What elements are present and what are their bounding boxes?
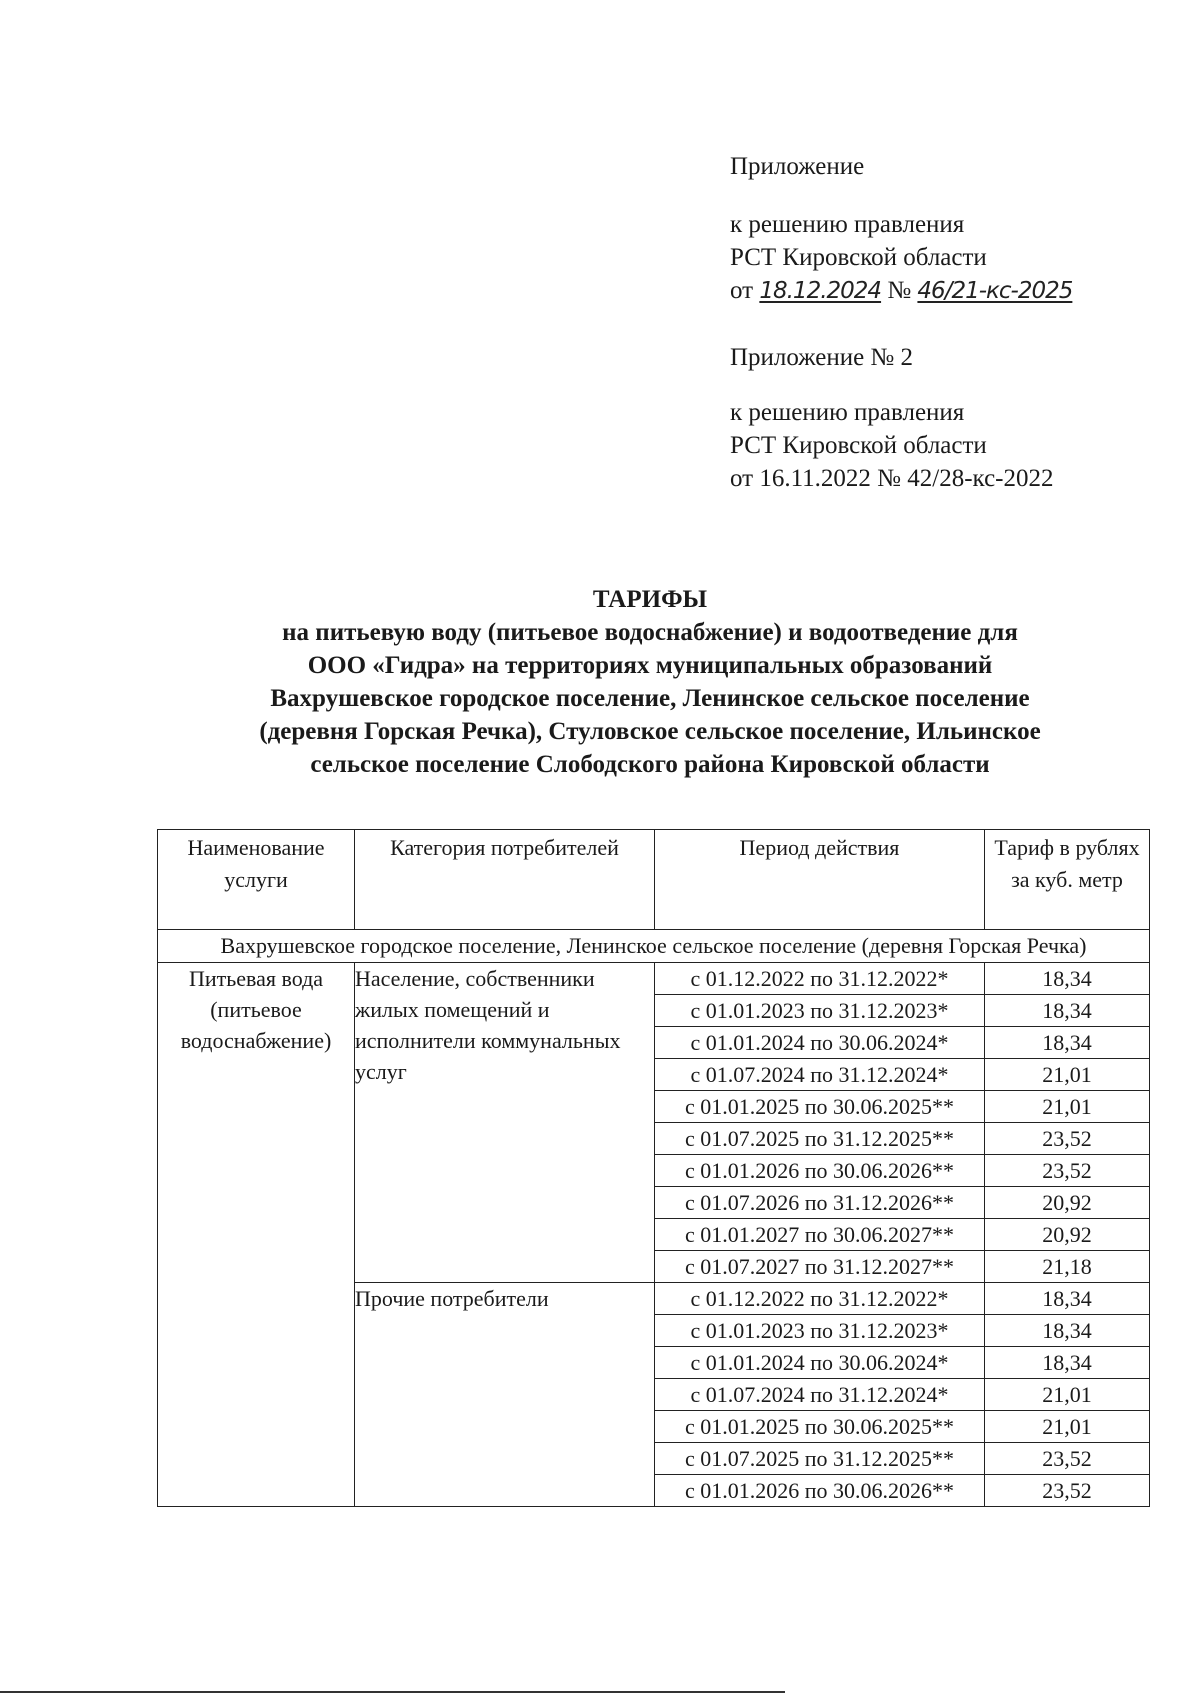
decision-date-line (730, 274, 1072, 308)
title-line: ООО «Гидра» на территориях муниципальных образований (307, 652, 993, 679)
period-cell: с 01.01.2025 по 30.06.2025** (655, 1091, 985, 1123)
tariff-cell: 23,52 (985, 1123, 1150, 1155)
tariff-cell: 23,52 (985, 1475, 1150, 1507)
consumer-category: Население, собственники жилых помещений и исполнители коммунальных услуг (355, 963, 655, 1283)
appendix-number: Приложение № 2 (730, 344, 914, 371)
tariff-cell: 18,34 (985, 963, 1150, 995)
period-cell: с 01.07.2024 по 31.12.2024* (655, 1379, 985, 1411)
period-cell: с 01.01.2024 по 30.06.2024* (655, 1027, 985, 1059)
tariff-cell: 18,34 (985, 1347, 1150, 1379)
period-cell: с 01.07.2026 по 31.12.2026** (655, 1187, 985, 1219)
appendix-label: Приложение (730, 153, 865, 180)
period-cell: с 01.01.2023 по 31.12.2023* (655, 1315, 985, 1347)
appendix-block (730, 150, 1072, 495)
section-row (158, 930, 1150, 963)
section-title: Вахрушевское городское поселение, Ленинское сельское поселение (деревня Горская Речка) (158, 930, 1150, 963)
tariff-cell: 21,01 (985, 1059, 1150, 1091)
period-cell: с 01.01.2027 по 30.06.2027** (655, 1219, 985, 1251)
tariff-cell: 21,01 (985, 1411, 1150, 1443)
authority-name: РСТ Кировской области (730, 244, 987, 271)
period-cell: с 01.01.2026 по 30.06.2026** (655, 1155, 985, 1187)
title-line: сельское поселение Слободского района Кировской области (310, 751, 990, 778)
period-cell: с 01.01.2024 по 30.06.2024* (655, 1347, 985, 1379)
header-tariff: Тариф в рублях за куб. метр (985, 830, 1150, 930)
title-heading: ТАРИФЫ (592, 586, 708, 613)
prior-authority-name: РСТ Кировской области (730, 432, 987, 459)
consumer-category: Прочие потребители (355, 1283, 655, 1507)
tariff-cell: 21,18 (985, 1251, 1150, 1283)
title-line: на питьевую воду (питьевое водоснабжение) и водоотведение для (282, 619, 1018, 646)
period-cell: с 01.01.2025 по 30.06.2025** (655, 1411, 985, 1443)
prior-decision-reference: к решению правления (730, 399, 965, 426)
header-service: Наименование услуги (158, 830, 355, 930)
handwritten-date: 18.12.2024 (759, 278, 882, 304)
header-category: Категория потребителей (355, 830, 655, 930)
tariff-cell: 20,92 (985, 1187, 1150, 1219)
footer-divider (0, 1691, 785, 1693)
tariff-cell: 18,34 (985, 1283, 1150, 1315)
decision-reference: к решению правления (730, 211, 965, 238)
header-period: Период действия (655, 830, 985, 930)
period-cell: с 01.12.2022 по 31.12.2022* (655, 963, 985, 995)
period-cell: с 01.07.2025 по 31.12.2025** (655, 1123, 985, 1155)
date-prefix: от (730, 277, 754, 304)
tariff-table (157, 829, 1150, 1507)
table-header-row (158, 830, 1150, 930)
tariff-cell: 18,34 (985, 1027, 1150, 1059)
tariff-cell: 21,01 (985, 1379, 1150, 1411)
document-title (150, 583, 1150, 781)
prior-decision-date: от 16.11.2022 № 42/28-кс-2022 (730, 465, 1054, 492)
tariff-cell: 23,52 (985, 1443, 1150, 1475)
tariff-cell: 20,92 (985, 1219, 1150, 1251)
handwritten-number: 46/21-кс-2025 (917, 278, 1073, 304)
title-line: (деревня Горская Речка), Стуловское сельское поселение, Ильинское (259, 718, 1041, 745)
tariff-cell: 18,34 (985, 1315, 1150, 1347)
period-cell: с 01.01.2026 по 30.06.2026** (655, 1475, 985, 1507)
title-line: Вахрушевское городское поселение, Ленинское сельское поселение (270, 685, 1030, 712)
period-cell: с 01.01.2023 по 31.12.2023* (655, 995, 985, 1027)
tariff-cell: 18,34 (985, 995, 1150, 1027)
tariff-cell: 21,01 (985, 1091, 1150, 1123)
period-cell: с 01.07.2027 по 31.12.2027** (655, 1251, 985, 1283)
table-row (158, 963, 1150, 995)
service-name: Питьевая вода (питьевое водоснабжение) (158, 963, 355, 1507)
period-cell: с 01.07.2025 по 31.12.2025** (655, 1443, 985, 1475)
number-sign: № (887, 277, 912, 304)
tariff-cell: 23,52 (985, 1155, 1150, 1187)
period-cell: с 01.12.2022 по 31.12.2022* (655, 1283, 985, 1315)
period-cell: с 01.07.2024 по 31.12.2024* (655, 1059, 985, 1091)
